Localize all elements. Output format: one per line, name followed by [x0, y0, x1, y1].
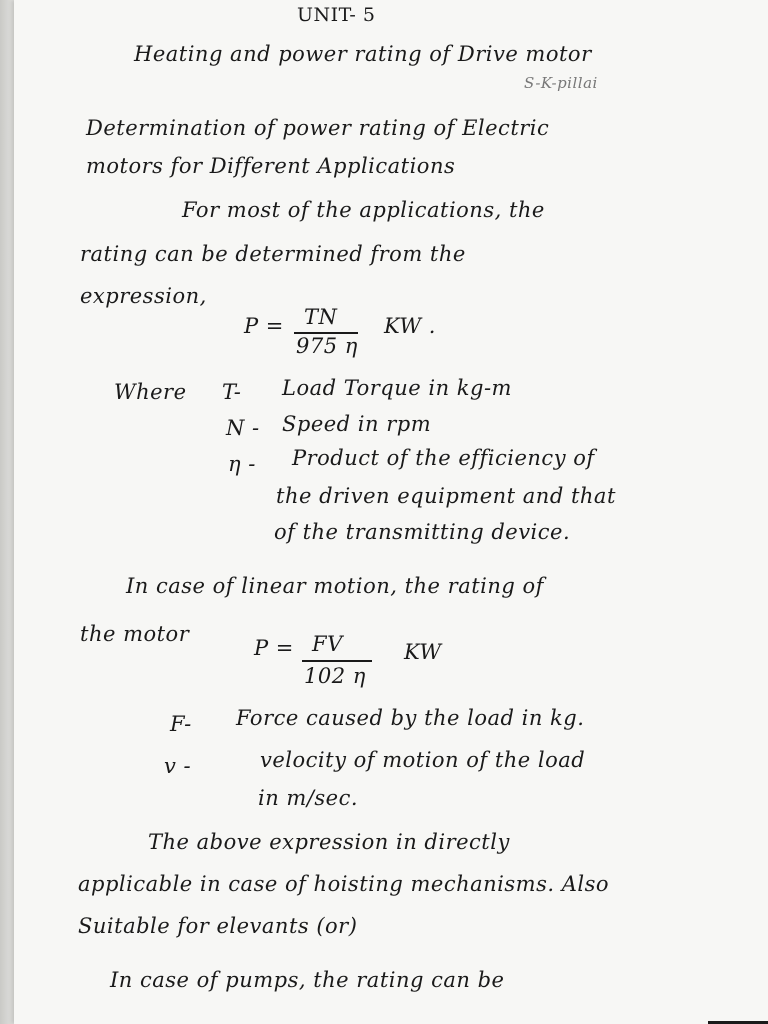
- formula2-unit: KW: [404, 640, 442, 664]
- var-f-desc: Force caused by the load in kg.: [236, 706, 585, 730]
- var-eta-symbol: η -: [228, 452, 256, 476]
- where-label: Where: [114, 380, 187, 404]
- var-eta-desc3: of the transmitting device.: [274, 520, 571, 544]
- var-v-desc2: in m/sec.: [258, 786, 359, 810]
- unit-header: UNIT- 5: [297, 4, 376, 26]
- var-t-desc: Load Torque in kg-m: [282, 376, 512, 400]
- var-n-symbol: N -: [226, 416, 260, 440]
- formula1-unit: KW .: [384, 314, 436, 338]
- para-line2: applicable in case of hoisting mechanisms. Also: [78, 872, 610, 896]
- var-f-symbol: F-: [170, 712, 192, 736]
- notebook-spine: [0, 0, 14, 1024]
- formula2-lhs: P =: [254, 636, 294, 660]
- page-title: Heating and power rating of Drive motor: [134, 42, 592, 66]
- section-heading-line2: motors for Different Applications: [86, 154, 456, 178]
- var-eta-desc2: the driven equipment and that: [276, 484, 616, 508]
- para-line3: Suitable for elevants (or): [78, 914, 358, 938]
- para-line1: The above expression in directly: [148, 830, 510, 854]
- formula1-denominator: 975 η: [296, 334, 358, 358]
- intro-line1: For most of the applications, the: [182, 198, 545, 222]
- var-t-symbol: T-: [222, 380, 242, 404]
- intro-line2: rating can be determined from the: [80, 242, 466, 266]
- notebook-page: [14, 0, 768, 1024]
- formula2-denominator: 102 η: [304, 664, 366, 688]
- var-v-desc1: velocity of motion of the load: [260, 748, 586, 772]
- linear-line2: the motor: [80, 622, 190, 646]
- last-line: In case of pumps, the rating can be: [110, 968, 505, 992]
- linear-line1: In case of linear motion, the rating of: [126, 574, 544, 598]
- formula1-lhs: P =: [244, 314, 284, 338]
- var-n-desc: Speed in rpm: [282, 412, 432, 436]
- formula2-fraction-bar: [302, 660, 372, 662]
- section-heading-line1: Determination of power rating of Electric: [86, 116, 550, 140]
- formula1-numerator: TN: [304, 305, 338, 329]
- formula2-numerator: FV: [312, 632, 343, 656]
- author-name: S-K-pillai: [524, 74, 598, 92]
- var-eta-desc1: Product of the efficiency of: [292, 446, 595, 470]
- var-v-symbol: v -: [164, 754, 192, 778]
- intro-line3: expression,: [80, 284, 207, 308]
